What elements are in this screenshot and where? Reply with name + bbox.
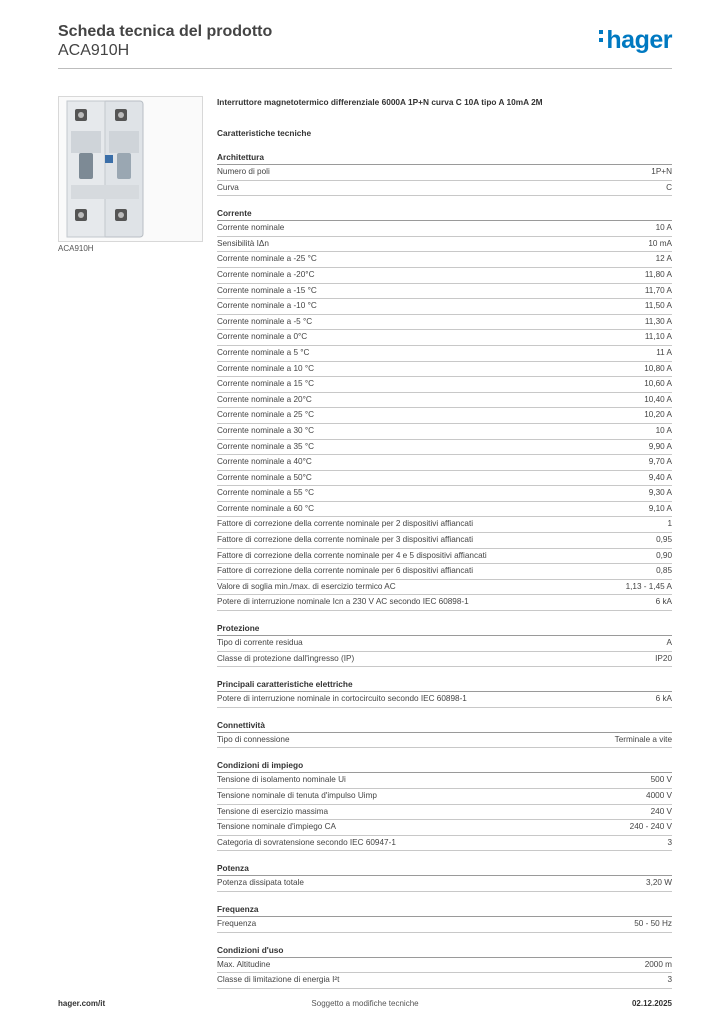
spec-value: 11,10 A [644, 332, 672, 342]
spec-row [217, 330, 672, 346]
spec-row [217, 284, 672, 300]
section-title: Protezione [217, 621, 672, 636]
footer-website: hager.com/it [58, 999, 106, 1008]
spec-label: Corrente nominale a 55 °C [217, 488, 315, 498]
spec-row [217, 549, 672, 565]
footer-date: 02.12.2025 [631, 999, 672, 1008]
spec-row [217, 346, 672, 362]
section-title: Principali caratteristiche elettriche [217, 677, 672, 692]
spec-label: Corrente nominale a -20°C [217, 269, 315, 279]
spec-row [217, 820, 672, 836]
spec-label: Tensione nominale di tenuta d'impulso Uimp [217, 791, 377, 800]
spec-row [217, 377, 672, 393]
product-code: ACA910H [58, 42, 130, 59]
spec-label: Corrente nominale a 25 °C [217, 410, 315, 420]
spec-value: 10,60 A [644, 379, 672, 389]
spec-row [217, 237, 672, 253]
spec-value: 6 kA [655, 694, 672, 704]
spec-section [217, 902, 672, 933]
spec-label: Numero di poli [217, 167, 270, 176]
spec-value: 11,70 A [644, 285, 672, 295]
footer-note: Soggetto a modifiche tecniche [311, 999, 419, 1008]
spec-value: 10 A [655, 223, 672, 233]
section-title: Condizioni di impiego [217, 758, 672, 773]
spec-label: Curva [217, 182, 239, 192]
spec-label: Corrente nominale a -10 °C [217, 301, 317, 311]
spec-label: Max. Altitudine [217, 959, 271, 969]
spec-value: 11,50 A [644, 301, 672, 311]
spec-label: Classe di protezione dall'ingresso (IP) [217, 653, 355, 663]
spec-value: 4000 V [646, 791, 672, 800]
spec-section [217, 677, 672, 708]
spec-row [217, 973, 672, 989]
spec-row [217, 221, 672, 237]
spec-label: Categoria di sovratensione secondo IEC 60947-1 [217, 837, 396, 847]
image-caption: ACA910H [58, 244, 94, 253]
spec-section [217, 150, 672, 196]
spec-value: 2000 m [644, 959, 672, 969]
spec-row [217, 408, 672, 424]
spec-value: A [666, 638, 672, 648]
spec-label: Corrente nominale a -25 °C [217, 254, 317, 264]
spec-value: 12 A [655, 254, 672, 264]
section-title: Frequenza [217, 902, 672, 917]
spec-section [217, 621, 672, 667]
spec-row [217, 595, 672, 611]
spec-label: Fattore di correzione della corrente nominale per 6 dispositivi affiancati [217, 566, 474, 576]
spec-row [217, 486, 672, 502]
spec-value: 11 A [656, 347, 672, 357]
spec-value: 0,95 [656, 535, 672, 545]
product-name: Interruttore magnetotermico differenziale 6000A 1P+N curva C 10A tipo A 10mA 2M [217, 97, 543, 107]
spec-label: Corrente nominale a 40°C [217, 457, 312, 467]
spec-row [217, 652, 672, 668]
spec-label: Corrente nominale a 30 °C [217, 425, 315, 435]
spec-value: 10 mA [648, 238, 672, 248]
spec-row [217, 564, 672, 580]
spec-label: Corrente nominale a 60 °C [217, 503, 315, 513]
spec-row [217, 733, 672, 749]
spec-row [217, 181, 672, 197]
spec-row [217, 268, 672, 284]
section-title: Condizioni d'uso [217, 943, 672, 958]
section-title: Potenza [217, 861, 672, 876]
spec-label: Fattore di correzione della corrente nominale per 4 e 5 dispositivi affiancati [217, 550, 487, 560]
spec-value: 10,20 A [644, 410, 672, 420]
spec-row [217, 455, 672, 471]
spec-label: Potere di interruzione nominale Icn a 230 V AC secondo IEC 60898-1 [217, 597, 469, 607]
spec-value: 11,30 A [644, 316, 672, 326]
logo-dots-icon [599, 26, 604, 46]
spec-label: Corrente nominale a 50°C [217, 472, 312, 482]
logo-text: hager [606, 26, 672, 54]
spec-section [217, 861, 672, 892]
spec-row [217, 836, 672, 852]
circuit-breaker-icon [59, 97, 202, 241]
spec-value: 10 A [655, 425, 672, 435]
section-title: Corrente [217, 206, 672, 221]
section-title: Architettura [217, 150, 672, 165]
spec-row [217, 917, 672, 933]
spec-row [217, 805, 672, 821]
spec-row [217, 580, 672, 596]
spec-row [217, 471, 672, 487]
product-image [58, 96, 203, 242]
spec-value: 9,70 A [648, 457, 672, 467]
document-title: Scheda tecnica del prodotto [58, 23, 273, 40]
spec-row [217, 502, 672, 518]
spec-label: Tipo di connessione [217, 734, 290, 744]
spec-section [217, 718, 672, 749]
spec-section [217, 206, 672, 611]
header-divider [58, 68, 672, 69]
spec-row [217, 393, 672, 409]
spec-label: Potere di interruzione nominale in cortocircuito secondo IEC 60898-1 [217, 694, 467, 704]
spec-row [217, 876, 672, 892]
spec-row [217, 440, 672, 456]
spec-label: Tipo di corrente residua [217, 638, 303, 648]
spec-value: 1P+N [651, 167, 672, 176]
spec-value: 1,13 - 1,45 A [625, 581, 672, 591]
spec-label: Potenza dissipata totale [217, 878, 304, 888]
spec-row [217, 958, 672, 974]
spec-row [217, 165, 672, 181]
spec-row [217, 692, 672, 708]
spec-label: Sensibilità IΔn [217, 238, 269, 248]
spec-label: Corrente nominale a 15 °C [217, 379, 315, 389]
spec-row [217, 773, 672, 789]
spec-value: Terminale a vite [614, 734, 672, 744]
spec-row [217, 424, 672, 440]
spec-label: Fattore di correzione della corrente nominale per 2 dispositivi affiancati [217, 519, 474, 529]
spec-label: Valore di soglia min./max. di esercizio termico AC [217, 581, 396, 591]
spec-row [217, 252, 672, 268]
spec-label: Classe di limitazione di energia I²t [217, 975, 340, 985]
spec-row [217, 533, 672, 549]
spec-label: Tensione nominale d'impiego CA [217, 822, 336, 832]
spec-value: 9,10 A [648, 503, 672, 513]
spec-row [217, 517, 672, 533]
spec-value: 1 [667, 519, 672, 529]
spec-value: 240 - 240 V [629, 822, 672, 832]
spec-value: IP20 [655, 653, 672, 663]
hager-logo [599, 26, 672, 55]
section-title: Connettività [217, 718, 672, 733]
spec-value: 50 - 50 Hz [634, 918, 672, 928]
spec-label: Tensione di isolamento nominale Ui [217, 775, 346, 785]
spec-value: 3 [667, 975, 672, 985]
spec-label: Corrente nominale a 5 °C [217, 347, 310, 357]
spec-content [217, 94, 672, 989]
spec-section [217, 943, 672, 989]
spec-value: 0,85 [656, 566, 672, 576]
spec-label: Corrente nominale [217, 223, 285, 233]
spec-section [217, 758, 672, 851]
spec-value: 6 kA [655, 597, 672, 607]
spec-value: 10,80 A [644, 363, 672, 373]
spec-row [217, 315, 672, 331]
spec-value: 0,90 [656, 550, 672, 560]
spec-label: Corrente nominale a 0°C [217, 332, 308, 342]
spec-label: Corrente nominale a -15 °C [217, 285, 317, 295]
spec-label: Frequenza [217, 918, 257, 928]
spec-value: 11,80 A [644, 269, 672, 279]
spec-value: 9,30 A [648, 488, 672, 498]
spec-row [217, 636, 672, 652]
spec-value: 9,90 A [648, 441, 672, 451]
spec-value: 3 [667, 837, 672, 847]
spec-value: 3,20 W [646, 878, 672, 888]
spec-value: 9,40 A [648, 472, 672, 482]
spec-value: 10,40 A [644, 394, 672, 404]
spec-heading: Caratteristiche tecniche [217, 128, 312, 138]
spec-label: Tensione di esercizio massima [217, 806, 329, 816]
spec-row [217, 789, 672, 805]
spec-row [217, 299, 672, 315]
spec-sections [217, 150, 672, 989]
spec-label: Corrente nominale a 20°C [217, 394, 312, 404]
spec-label: Corrente nominale a 35 °C [217, 441, 315, 451]
spec-label: Corrente nominale a -5 °C [217, 316, 313, 326]
spec-value: 500 V [650, 775, 672, 785]
spec-label: Corrente nominale a 10 °C [217, 363, 315, 373]
page-header [58, 22, 672, 60]
spec-row [217, 362, 672, 378]
spec-label: Fattore di correzione della corrente nominale per 3 dispositivi affiancati [217, 535, 474, 545]
spec-value: 240 V [650, 806, 672, 816]
spec-value: C [666, 182, 672, 192]
